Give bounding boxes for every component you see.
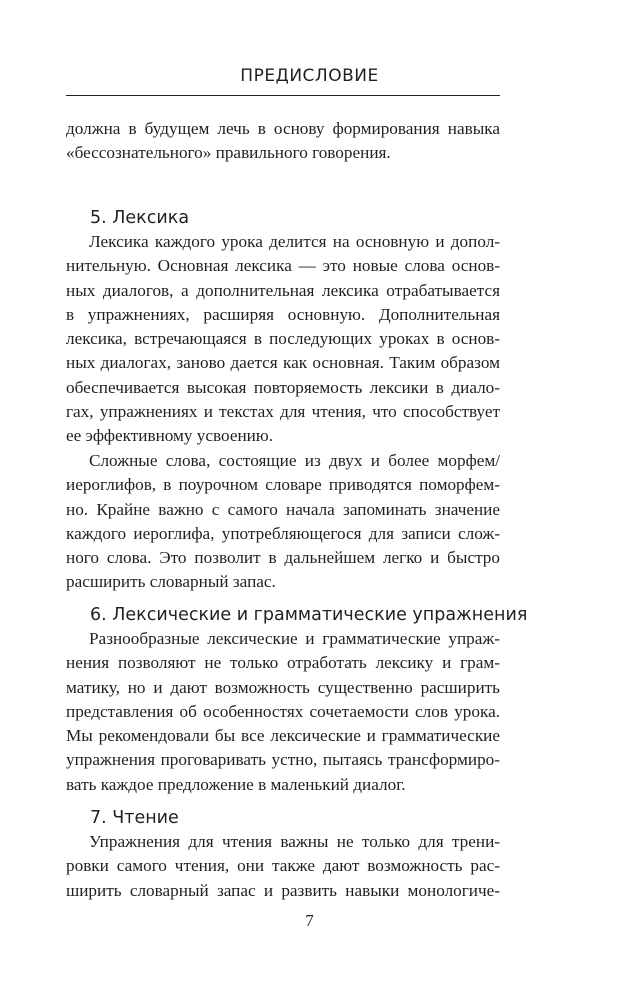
text-line: «бессознательного» правильного говорения. [66, 143, 391, 163]
text-line: ного слова. Это позволит в дальнейшем легко и быстро [66, 548, 500, 568]
running-head: ПРЕДИСЛОВИЕ [240, 66, 379, 86]
text-line: Мы рекомендовали бы все лексические и грамматические [66, 726, 500, 746]
text-line: Сложные слова, состоящие из двух и более морфем/ [89, 451, 500, 470]
text-line: нения позволяют не только отработать лексику и грам- [66, 653, 500, 673]
section-heading-exercises: 6. Лексические и грамматические упражнения [90, 605, 528, 625]
text-line: иероглифов, в поурочном словаре приводятся поморфем- [66, 475, 500, 495]
text-line: ных диалогах, заново дается как основная. Таким образом [66, 353, 500, 373]
text-line: ее эффективному усвоению. [66, 426, 273, 446]
text-line: ровки самого чтения, они также дают возможность рас- [66, 856, 500, 876]
text-line: ных диалогов, а дополнительная лексика отрабатывается [66, 280, 500, 300]
text-line: Разнообразные лексические и грамматические упраж- [89, 629, 500, 648]
text-line: представления об особенностях сочетаемости слов урока. [66, 701, 500, 721]
header-rule [66, 95, 500, 96]
text-line: вать каждое предложение в маленький диалог. [66, 774, 406, 794]
text-line: матику, но и дают возможность существенно расширить [66, 677, 500, 697]
intro-paragraph [66, 117, 500, 166]
text-line: в упражнениях, расширяя основную. Дополнительная [66, 304, 500, 324]
section-heading-reading: 7. Чтение [90, 808, 179, 828]
text-line: обеспечивается высокая повторяемость лексики в диало- [66, 377, 500, 397]
text-line: Упражнения для чтения важны не только для трени- [89, 832, 500, 851]
reading-paragraph-1 [66, 830, 500, 903]
exercises-paragraph-1 [66, 627, 500, 797]
text-line: расширить словарный запас. [66, 572, 276, 592]
lexicon-paragraph-1 [66, 230, 500, 449]
text-line: но. Крайне важно с самого начала запоминать значение [66, 499, 500, 519]
section-heading-lexicon: 5. Лексика [90, 208, 190, 228]
lexicon-paragraph-2 [66, 449, 500, 595]
text-line: гах, упражнениях и текстах для чтения, что способствует [66, 402, 500, 422]
text-line: должна в будущем лечь в основу формирования навыка [66, 119, 500, 138]
text-line: Лексика каждого урока делится на основную и допол- [89, 232, 500, 251]
text-line: упражнения проговаривать устно, пытаясь трансформиро- [66, 750, 500, 770]
text-line: нительную. Основная лексика — это новые слова основ- [66, 256, 500, 276]
text-line: лексика, встречающаяся в последующих уроках в основ- [66, 329, 500, 349]
page-number: 7 [305, 911, 314, 930]
text-line: ширить словарный запас и развить навыки монологиче- [66, 880, 500, 900]
text-line: каждого иероглифа, употребляющегося для записи слож- [66, 523, 500, 543]
